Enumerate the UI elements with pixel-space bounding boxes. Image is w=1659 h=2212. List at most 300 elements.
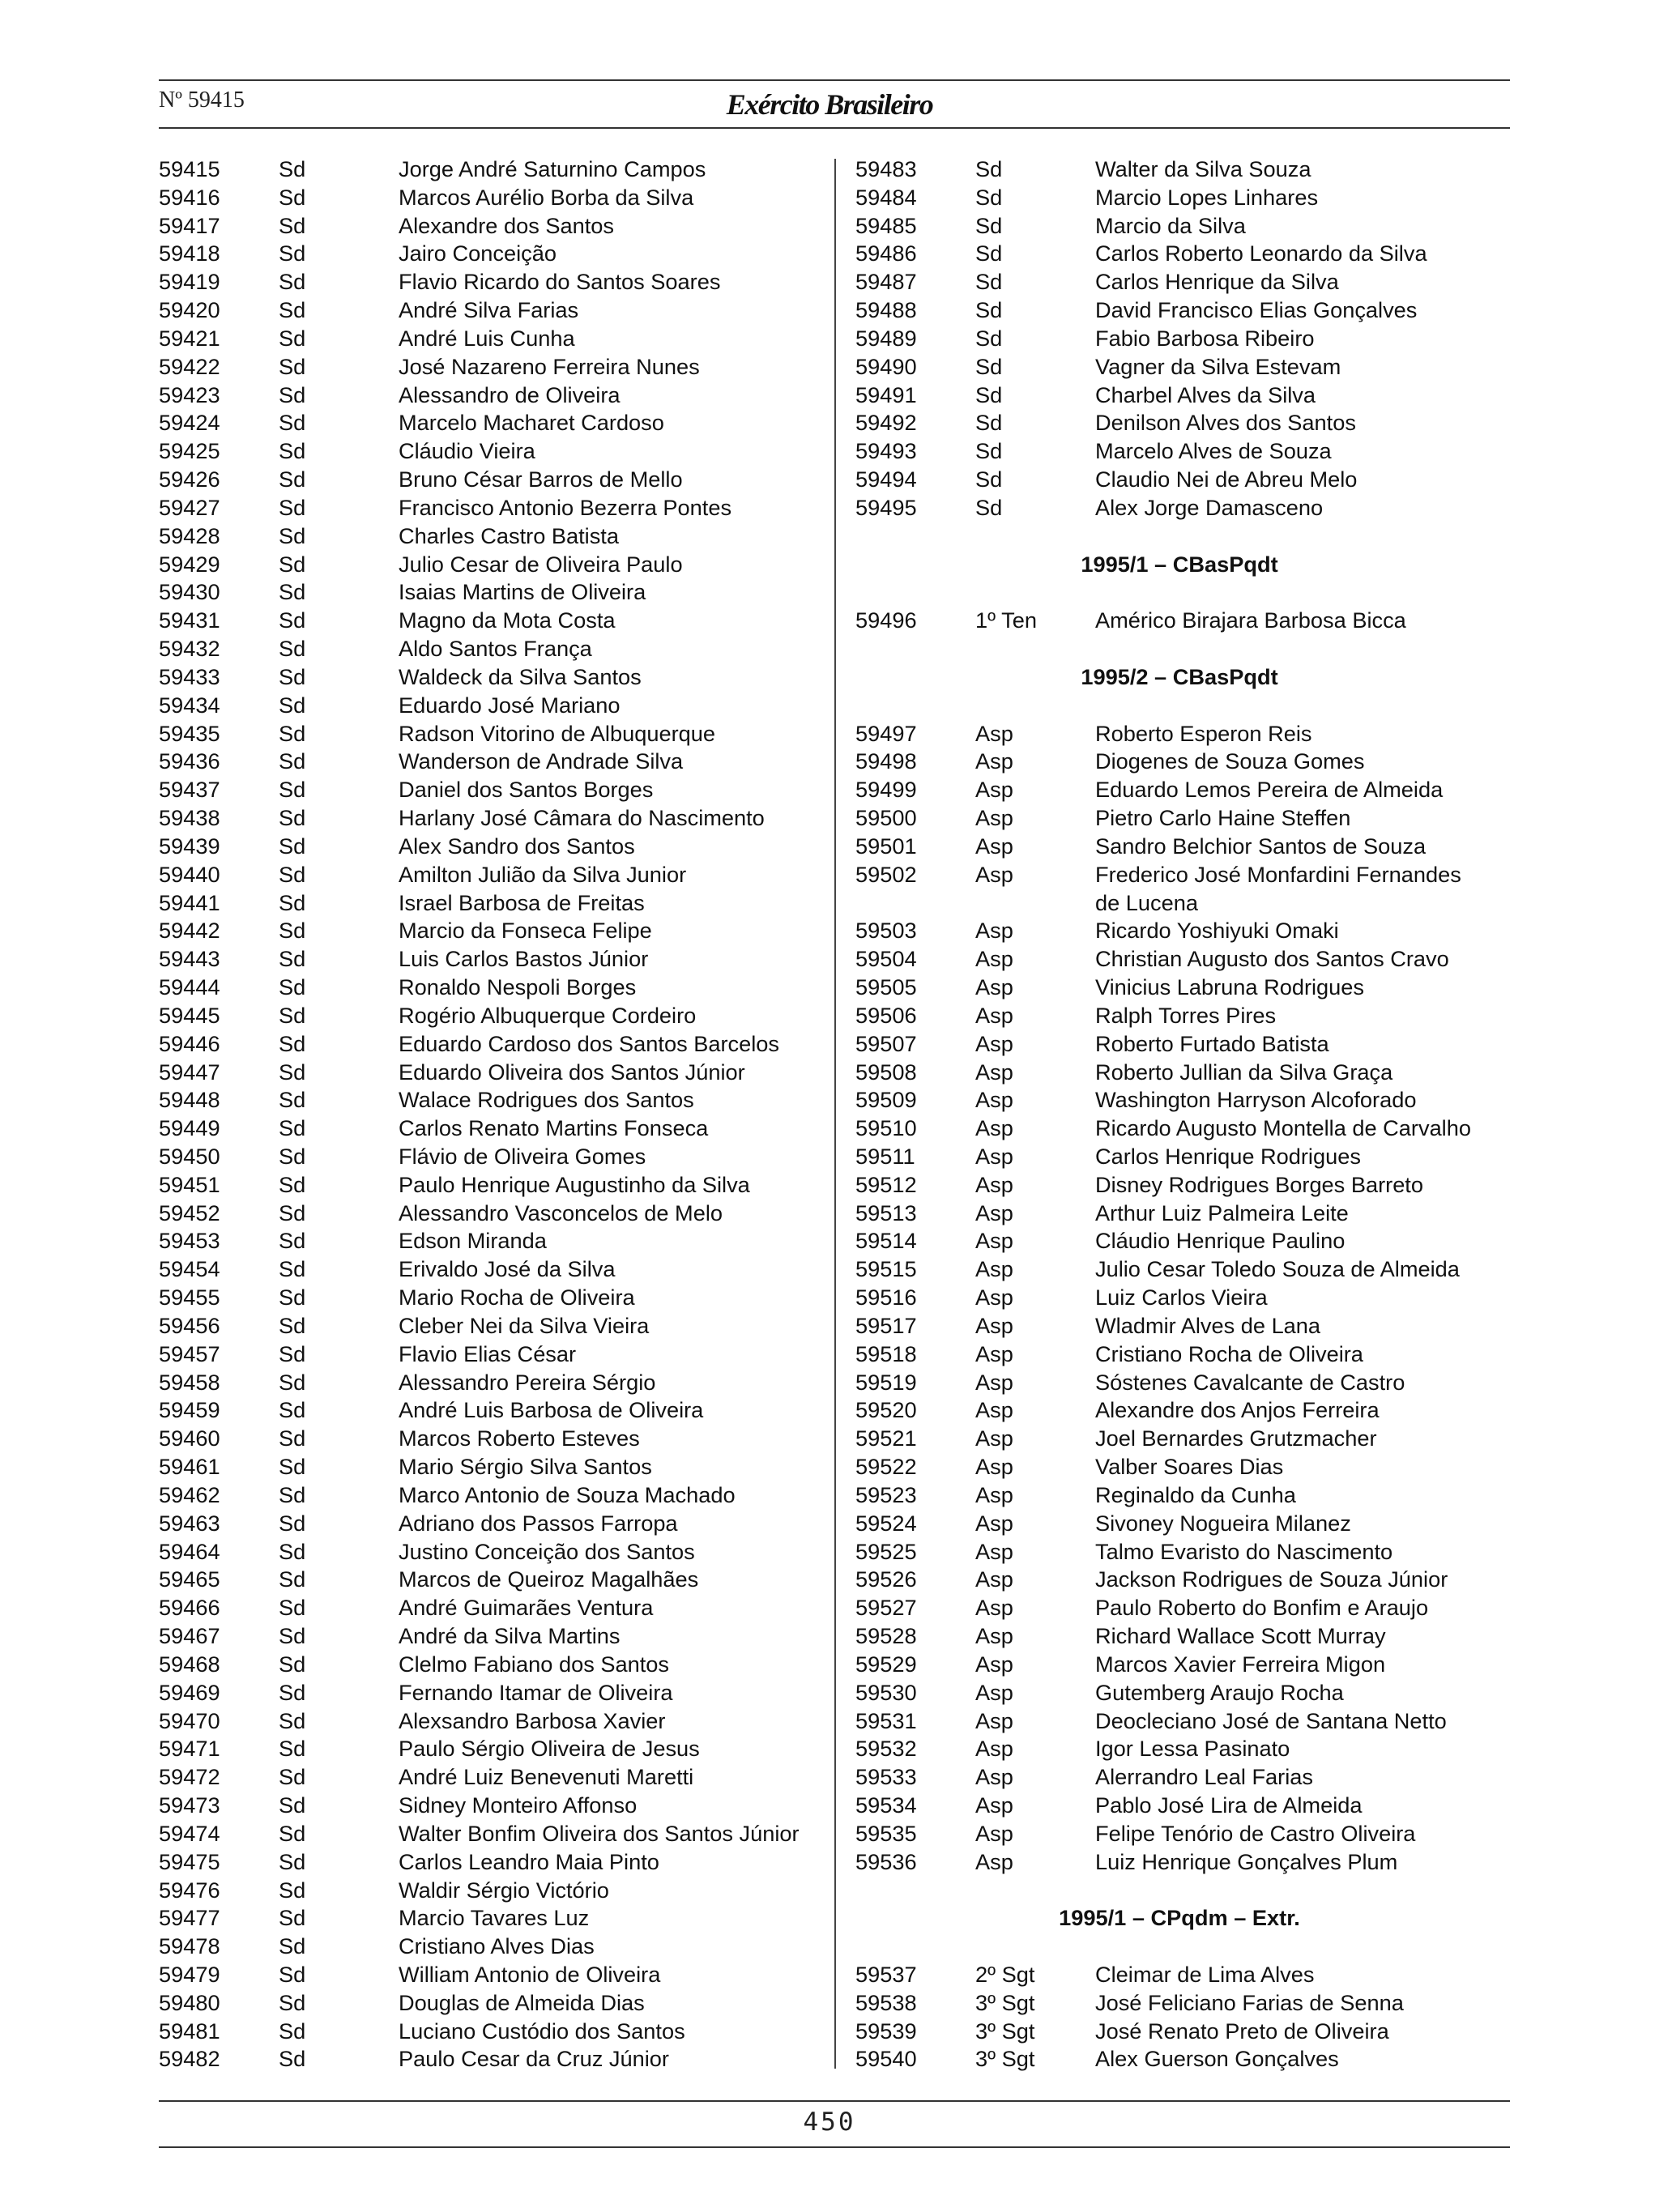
entry-number: 59417 (159, 212, 220, 238)
footer-top-rule (159, 2100, 1510, 2102)
entry-rank: Asp (975, 1200, 1013, 1225)
list-item (159, 1594, 823, 1622)
entry-number: 59516 (855, 1285, 917, 1311)
entry-rank: Asp (975, 1340, 1013, 1366)
list-item (159, 1707, 823, 1736)
entry-name: José Nazareno Ferreira Nunes (399, 353, 700, 379)
list-item (159, 889, 823, 918)
entry-number: 59536 (855, 1848, 917, 1874)
entry-name: Cláudio Vieira (399, 438, 535, 464)
entry-name: Alex Jorge Damasceno (1095, 494, 1324, 520)
column-divider (834, 159, 836, 2069)
entry-name: Walace Rodrigues dos Santos (399, 1087, 694, 1113)
entry-name: Mario Rocha de Oliveira (399, 1285, 635, 1311)
left-column-list (159, 156, 823, 2073)
entry-rank: Sd (975, 212, 1003, 238)
list-item (159, 1651, 823, 1679)
entry-rank: Sd (279, 1481, 306, 1507)
entry-number: 59469 (159, 1679, 220, 1705)
entry-rank: Asp (975, 1115, 1013, 1141)
entry-name: Valber Soares Dias (1095, 1454, 1284, 1480)
list-item (159, 1284, 823, 1312)
entry-rank: Asp (975, 946, 1013, 972)
entry-name: Julio Cesar de Oliveira Paulo (399, 551, 683, 577)
list-item (159, 1763, 823, 1792)
list-item (855, 156, 1503, 184)
entry-number: 59519 (855, 1369, 917, 1395)
entry-rank: Sd (279, 918, 306, 944)
list-item (855, 861, 1503, 889)
list-item (855, 437, 1503, 466)
entry-rank: Sd (279, 1426, 306, 1451)
list-item (855, 945, 1503, 974)
list-item (159, 804, 823, 833)
entry-number: 59530 (855, 1679, 917, 1705)
entry-name: Charles Castro Batista (399, 522, 619, 548)
list-item (855, 1284, 1503, 1312)
entry-rank: Sd (279, 1285, 306, 1311)
entry-rank: Sd (279, 1397, 306, 1423)
entry-number: 59440 (159, 861, 220, 887)
entry-name: Claudio Nei de Abreu Melo (1095, 467, 1358, 492)
spacer (855, 635, 1503, 663)
entry-name: Carlos Henrique da Silva (1095, 269, 1339, 295)
entry-number: 59521 (855, 1426, 917, 1451)
entry-rank: Asp (975, 1369, 1013, 1395)
entry-name: Jorge André Saturnino Campos (399, 156, 706, 181)
entry-rank: Asp (975, 1848, 1013, 1874)
list-item (159, 1002, 823, 1030)
entry-rank: Sd (975, 297, 1003, 323)
list-item (159, 720, 823, 748)
entry-name: Ricardo Yoshiyuki Omaki (1095, 918, 1339, 944)
entry-name: Disney Rodrigues Borges Barreto (1095, 1171, 1423, 1197)
entry-number: 59495 (855, 494, 917, 520)
entry-name: Wladmir Alves de Lana (1095, 1312, 1321, 1338)
entry-number: 59450 (159, 1143, 220, 1169)
entry-name: Ronaldo Nespoli Borges (399, 974, 637, 1000)
list-item (159, 1453, 823, 1481)
entry-name: Eduardo Lemos Pereira de Almeida (1095, 777, 1444, 803)
entry-name: Eduardo Cardoso dos Santos Barcelos (399, 1030, 780, 1056)
entry-name: Deocleciano José de Santana Netto (1095, 1707, 1447, 1733)
entry-name: Marcio Lopes Linhares (1095, 184, 1319, 210)
entry-rank: Sd (975, 325, 1003, 351)
entry-name: Francisco Antonio Bezerra Pontes (399, 494, 732, 520)
entry-name: Mario Sérgio Silva Santos (399, 1454, 652, 1480)
list-item (159, 748, 823, 776)
entry-name: Américo Birajara Barbosa Bicca (1095, 607, 1406, 633)
entry-rank: Sd (279, 1087, 306, 1113)
list-item (855, 1651, 1503, 1679)
list-item (855, 1396, 1503, 1425)
entry-number: 59462 (159, 1481, 220, 1507)
list-item (855, 917, 1503, 945)
section-heading (855, 663, 1503, 692)
entry-rank: Sd (279, 720, 306, 746)
list-item (159, 692, 823, 720)
entry-rank: Sd (279, 381, 306, 407)
entry-number: 59432 (159, 636, 220, 662)
entry-name: Marcos Roberto Esteves (399, 1426, 640, 1451)
entry-rank: Asp (975, 805, 1013, 831)
list-item (159, 1086, 823, 1115)
entry-name: Luciano Custódio dos Santos (399, 2018, 685, 2044)
entry-number: 59471 (159, 1736, 220, 1762)
entry-number: 59433 (159, 663, 220, 689)
entry-name: Luiz Carlos Vieira (1095, 1285, 1268, 1311)
entry-name: Sivoney Nogueira Milanez (1095, 1510, 1351, 1536)
entry-name: José Feliciano Farias de Senna (1095, 1989, 1404, 2015)
list-item (159, 522, 823, 551)
entry-rank: Sd (975, 156, 1003, 181)
entry-number: 59428 (159, 522, 220, 548)
entry-rank: Sd (279, 1510, 306, 1536)
entry-name: Eduardo José Mariano (399, 692, 621, 718)
list-item (855, 1312, 1503, 1340)
list-item (159, 184, 823, 212)
entry-rank: Asp (975, 1256, 1013, 1282)
entry-number: 59528 (855, 1623, 917, 1649)
entry-rank: Asp (975, 1059, 1013, 1085)
entry-rank: Sd (279, 1905, 306, 1931)
entry-rank: Sd (975, 438, 1003, 464)
entry-name-continuation: de Lucena (1095, 889, 1198, 915)
entry-name: Pietro Carlo Haine Steffen (1095, 805, 1351, 831)
entry-number: 59439 (159, 833, 220, 859)
list-item (855, 1763, 1503, 1792)
entry-rank: Asp (975, 1623, 1013, 1649)
entry-number: 59444 (159, 974, 220, 1000)
entry-rank: Sd (279, 861, 306, 887)
list-item (159, 1904, 823, 1933)
entry-name: Clelmo Fabiano dos Santos (399, 1651, 669, 1677)
entry-number: 59424 (159, 410, 220, 436)
entry-name: Carlos Roberto Leonardo da Silva (1095, 241, 1427, 266)
entry-number: 59435 (159, 720, 220, 746)
entry-number: 59484 (855, 184, 917, 210)
entry-name: Cleimar de Lima Alves (1095, 1962, 1315, 1987)
list-item (855, 212, 1503, 241)
entry-name: Bruno César Barros de Mello (399, 467, 683, 492)
entry-name: Marcos Xavier Ferreira Migon (1095, 1651, 1386, 1677)
entry-rank: Asp (975, 1397, 1013, 1423)
list-item (855, 1059, 1503, 1087)
entry-name: Marcio da Silva (1095, 212, 1246, 238)
entry-name: Fabio Barbosa Ribeiro (1095, 325, 1315, 351)
entry-number: 59502 (855, 861, 917, 887)
entry-number: 59458 (159, 1369, 220, 1395)
entry-rank: Sd (279, 494, 306, 520)
list-item (159, 1792, 823, 1820)
section-heading-text: 1995/2 – CBasPqdt (1081, 663, 1278, 689)
entry-number: 59505 (855, 974, 917, 1000)
entry-rank: Sd (279, 1115, 306, 1141)
footer-bottom-rule (159, 2146, 1510, 2148)
entry-rank: Sd (279, 2046, 306, 2072)
entry-rank: Sd (279, 833, 306, 859)
entry-rank: Sd (279, 1764, 306, 1790)
entry-name: Marcio da Fonseca Felipe (399, 918, 652, 944)
list-item (855, 1735, 1503, 1763)
entry-name: André da Silva Martins (399, 1623, 621, 1649)
entry-name: Isaias Martins de Oliveira (399, 579, 646, 605)
entry-name: Vinicius Labruna Rodrigues (1095, 974, 1364, 1000)
entry-number: 59460 (159, 1426, 220, 1451)
list-item (159, 776, 823, 804)
entry-rank: Sd (279, 1171, 306, 1197)
spacer (855, 1933, 1503, 1961)
entry-number: 59498 (855, 748, 917, 774)
list-item (855, 381, 1503, 410)
entry-name: Edson Miranda (399, 1228, 547, 1254)
list-item (855, 804, 1503, 833)
entry-number: 59512 (855, 1171, 917, 1197)
entry-number: 59529 (855, 1651, 917, 1677)
entry-number: 59464 (159, 1538, 220, 1564)
entry-rank: Sd (279, 1736, 306, 1762)
entry-name: Wanderson de Andrade Silva (399, 748, 684, 774)
list-item (159, 1369, 823, 1397)
entry-number: 59503 (855, 918, 917, 944)
entry-name: Roberto Esperon Reis (1095, 720, 1312, 746)
list-item-continuation (855, 889, 1503, 918)
list-item (159, 2045, 823, 2073)
entry-name: Israel Barbosa de Freitas (399, 889, 645, 915)
list-item (855, 1792, 1503, 1820)
entry-number: 59479 (159, 1962, 220, 1987)
entry-rank: Sd (279, 1312, 306, 1338)
entry-name: André Silva Farias (399, 297, 579, 323)
entry-number: 59478 (159, 1933, 220, 1959)
entry-rank: 1º Ten (975, 607, 1037, 633)
entry-number: 59500 (855, 805, 917, 831)
entry-name: Joel Bernardes Grutzmacher (1095, 1426, 1377, 1451)
list-item (855, 1679, 1503, 1707)
list-item (855, 1425, 1503, 1453)
entry-rank: Asp (975, 833, 1013, 859)
entry-rank: Asp (975, 1792, 1013, 1818)
entry-number: 59457 (159, 1340, 220, 1366)
entry-rank: Asp (975, 1002, 1013, 1028)
list-item (159, 917, 823, 945)
entry-name: Arthur Luiz Palmeira Leite (1095, 1200, 1349, 1225)
list-item (159, 833, 823, 861)
entry-name: Waldeck da Silva Santos (399, 663, 642, 689)
entry-name: Paulo Roberto do Bonfim e Araujo (1095, 1595, 1429, 1621)
entry-rank: Sd (975, 494, 1003, 520)
entry-name: André Luis Cunha (399, 325, 575, 351)
entry-rank: Sd (975, 184, 1003, 210)
entry-number: 59454 (159, 1256, 220, 1282)
entry-name: Walter Bonfim Oliveira dos Santos Júnior (399, 1820, 800, 1846)
list-item (159, 635, 823, 663)
entry-rank: Sd (279, 1538, 306, 1564)
entry-number: 59459 (159, 1397, 220, 1423)
entry-number: 59446 (159, 1030, 220, 1056)
entry-number: 59445 (159, 1002, 220, 1028)
entry-rank: Sd (279, 1877, 306, 1903)
entry-rank: Sd (975, 467, 1003, 492)
entry-number: 59426 (159, 467, 220, 492)
entry-number: 59461 (159, 1454, 220, 1480)
entry-name: Igor Lessa Pasinato (1095, 1736, 1290, 1762)
entry-number: 59490 (855, 353, 917, 379)
entry-number: 59507 (855, 1030, 917, 1056)
entry-rank: Sd (975, 241, 1003, 266)
entry-number: 59452 (159, 1200, 220, 1225)
list-item (855, 1227, 1503, 1255)
section-heading (855, 551, 1503, 579)
entry-name: Amilton Julião da Silva Junior (399, 861, 687, 887)
entry-name: Luiz Henrique Gonçalves Plum (1095, 1848, 1398, 1874)
list-item (159, 578, 823, 607)
entry-number: 59497 (855, 720, 917, 746)
list-item (159, 1171, 823, 1200)
entry-name: Fernando Itamar de Oliveira (399, 1679, 673, 1705)
list-item (159, 974, 823, 1002)
entry-number: 59481 (159, 2018, 220, 2044)
entry-name: Pablo José Lira de Almeida (1095, 1792, 1363, 1818)
entry-name: André Luis Barbosa de Oliveira (399, 1397, 704, 1423)
entry-rank: Sd (279, 1143, 306, 1169)
right-column-list (855, 156, 1503, 2073)
entry-rank: Asp (975, 1143, 1013, 1169)
header-title: Exército Brasileiro (726, 88, 933, 121)
spacer (855, 692, 1503, 720)
entry-name: Christian Augusto dos Santos Cravo (1095, 946, 1449, 972)
entry-rank: Sd (279, 1340, 306, 1366)
list-item (855, 1622, 1503, 1651)
entry-rank: Sd (279, 1256, 306, 1282)
entry-name: Alessandro de Oliveira (399, 381, 621, 407)
list-item (855, 748, 1503, 776)
page-number: 450 (803, 2108, 856, 2137)
entry-number: 59442 (159, 918, 220, 944)
entry-name: André Guimarães Ventura (399, 1595, 654, 1621)
list-item (159, 551, 823, 579)
list-item (159, 1735, 823, 1763)
entry-number: 59522 (855, 1454, 917, 1480)
entry-rank: Asp (975, 1736, 1013, 1762)
entry-rank: Sd (279, 1002, 306, 1028)
entry-rank: Sd (279, 438, 306, 464)
entry-number: 59538 (855, 1989, 917, 2015)
entry-rank: Asp (975, 1566, 1013, 1592)
entry-rank: Asp (975, 1595, 1013, 1621)
list-item (855, 1989, 1503, 2018)
spacer (855, 1877, 1503, 1905)
entry-name: Cleber Nei da Silva Vieira (399, 1312, 650, 1338)
list-item (159, 945, 823, 974)
entry-name: Harlany José Câmara do Nascimento (399, 805, 765, 831)
entry-rank: Asp (975, 1285, 1013, 1311)
entry-name: Marcelo Macharet Cardoso (399, 410, 664, 436)
list-item (855, 1453, 1503, 1481)
list-item (159, 268, 823, 296)
entry-rank: Sd (279, 777, 306, 803)
entry-number: 59510 (855, 1115, 917, 1141)
entry-rank: Sd (279, 1595, 306, 1621)
list-item (855, 1566, 1503, 1594)
entry-name: Jairo Conceição (399, 241, 557, 266)
list-item (159, 1059, 823, 1087)
entry-name: José Renato Preto de Oliveira (1095, 2018, 1389, 2044)
entry-number: 59449 (159, 1115, 220, 1141)
entry-rank: Sd (975, 269, 1003, 295)
entry-rank: Asp (975, 1481, 1013, 1507)
entry-number: 59416 (159, 184, 220, 210)
list-item (159, 1877, 823, 1905)
entry-number: 59476 (159, 1877, 220, 1903)
entry-number: 59539 (855, 2018, 917, 2044)
section-heading-text: 1995/1 – CPqdm – Extr. (1059, 1905, 1300, 1931)
entry-rank: Sd (279, 1030, 306, 1056)
list-item (159, 325, 823, 353)
entry-number: 59486 (855, 241, 917, 266)
list-item (855, 268, 1503, 296)
entry-number: 59492 (855, 410, 917, 436)
entry-name: William Antonio de Oliveira (399, 1962, 661, 1987)
list-item (855, 1369, 1503, 1397)
entry-number: 59518 (855, 1340, 917, 1366)
list-item (159, 1340, 823, 1369)
entry-rank: 3º Sgt (975, 2018, 1035, 2044)
entry-rank: Sd (279, 1848, 306, 1874)
spacer (855, 578, 1503, 607)
entry-number: 59443 (159, 946, 220, 972)
list-item (159, 466, 823, 494)
list-item (159, 1425, 823, 1453)
entry-number: 59467 (159, 1623, 220, 1649)
entry-name: Carlos Renato Martins Fonseca (399, 1115, 709, 1141)
entry-number: 59456 (159, 1312, 220, 1338)
entry-rank: Sd (279, 692, 306, 718)
entry-name: Sóstenes Cavalcante de Castro (1095, 1369, 1405, 1395)
entry-rank: Sd (279, 325, 306, 351)
entry-rank: Asp (975, 974, 1013, 1000)
list-item (855, 1255, 1503, 1284)
entry-rank: Sd (975, 353, 1003, 379)
list-item (855, 1002, 1503, 1030)
section-heading (855, 1904, 1503, 1933)
entry-name: Sandro Belchior Santos de Souza (1095, 833, 1427, 859)
header-top-rule (159, 79, 1510, 81)
entry-name: Sidney Monteiro Affonso (399, 1792, 638, 1818)
entry-name: Cláudio Henrique Paulino (1095, 1228, 1346, 1254)
entry-number: 59451 (159, 1171, 220, 1197)
list-item (159, 663, 823, 692)
entry-name: Justino Conceição dos Santos (399, 1538, 695, 1564)
entry-number: 59501 (855, 833, 917, 859)
entry-name: Richard Wallace Scott Murray (1095, 1623, 1386, 1649)
entry-rank: Sd (279, 1369, 306, 1395)
header-bottom-rule (159, 127, 1510, 129)
entry-rank: Sd (279, 748, 306, 774)
entry-rank: Sd (279, 579, 306, 605)
list-item (855, 1848, 1503, 1877)
entry-name: Charbel Alves da Silva (1095, 381, 1316, 407)
entry-rank: Asp (975, 1087, 1013, 1113)
list-item (855, 296, 1503, 325)
entry-number: 59466 (159, 1595, 220, 1621)
entry-number: 59425 (159, 438, 220, 464)
list-item (855, 1340, 1503, 1369)
entry-number: 59520 (855, 1397, 917, 1423)
entry-number: 59434 (159, 692, 220, 718)
entry-number: 59437 (159, 777, 220, 803)
entry-name: Radson Vitorino de Albuquerque (399, 720, 715, 746)
